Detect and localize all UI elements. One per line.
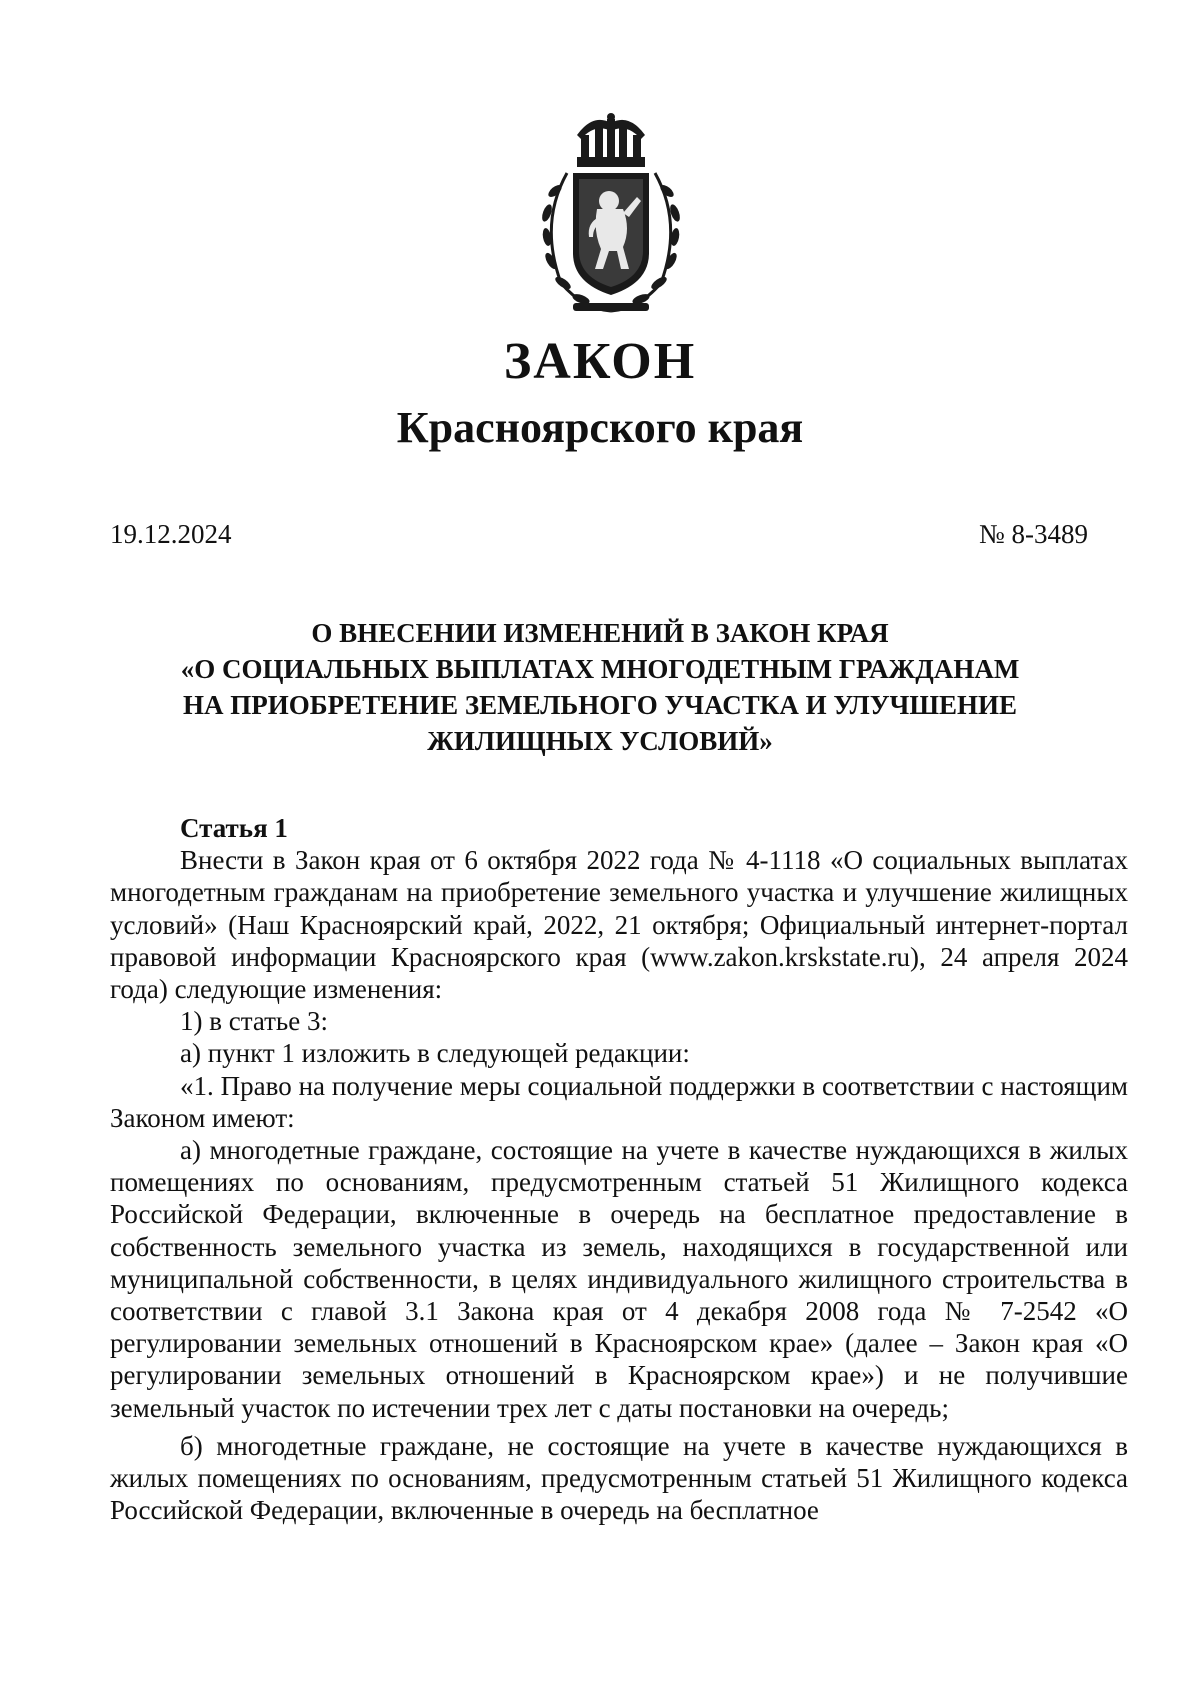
heading-line: ЖИЛИЩНЫХ УСЛОВИЙ» (427, 726, 773, 756)
document-subtitle: Красноярского края (396, 403, 804, 452)
paragraph: а) многодетные граждане, состоящие на учете в качестве нуждающихся в жилых помещениях по основаниям, предусмотренным статьей 51 Жилищного кодекса Российской Федерации, включенные в очередь на бесплатное предоставление в собственность земельного участка из земель, находящихся в государственной или муниципальной собственности, в целях индивидуального жилищного строительства в соответствии с главой 3.1 Закона края от 4 декабря 2008 года № 7-2542 «О регулировании земельных отношений в Красноярском крае» (далее – Закон края «О регулировании земельных отношений в Красноярском крае») и не получившие земельный участок по истечении трех лет с даты постановки на очередь; (110, 1135, 1128, 1423)
paragraph: а) пункт 1 изложить в следующей редакции: (180, 1038, 690, 1069)
heading-line: НА ПРИОБРЕТЕНИЕ ЗЕМЕЛЬНОГО УЧАСТКА И УЛУЧШЕНИЕ (182, 690, 1018, 720)
heading-line: «О СОЦИАЛЬНЫХ ВЫПЛАТАХ МНОГОДЕТНЫМ ГРАЖДАНАМ (180, 654, 1020, 684)
document-number: № 8-3489 (978, 519, 1088, 549)
law-heading (110, 615, 1090, 759)
article-body (110, 812, 1128, 1526)
article-title: Статья 1 (180, 813, 288, 843)
paragraph: «1. Право на получение меры социальной поддержки в соответствии с настоящим Законом имеют: (110, 1070, 1128, 1133)
paragraph: Внести в Закон края от 6 октября 2022 года № 4-1118 «О социальных выплатах многодетным гражданам на приобретение земельного участка и улучшение жилищных условий» (Наш Красноярский край, 2022, 21 октября; Официальный интернет-портал правовой информации Красноярского края (www.zakon.krskstate.ru), 24 апреля 2024 года) следующие изменения: (110, 845, 1128, 1005)
document-title: ЗАКОН (503, 333, 697, 390)
heading-line: О ВНЕСЕНИИ ИЗМЕНЕНИЙ В ЗАКОН КРАЯ (311, 618, 889, 648)
coat-of-arms-emblem (533, 113, 689, 321)
paragraph: 1) в статье 3: (180, 1006, 328, 1037)
paragraph: б) многодетные граждане, не состоящие на учете в качестве нуждающихся в жилых помещениях по основаниям, предусмотренным статьей 51 Жилищного кодекса Российской Федерации, включенные в очередь на бесплатное (110, 1430, 1128, 1526)
document-date: 19.12.2024 (110, 519, 232, 549)
